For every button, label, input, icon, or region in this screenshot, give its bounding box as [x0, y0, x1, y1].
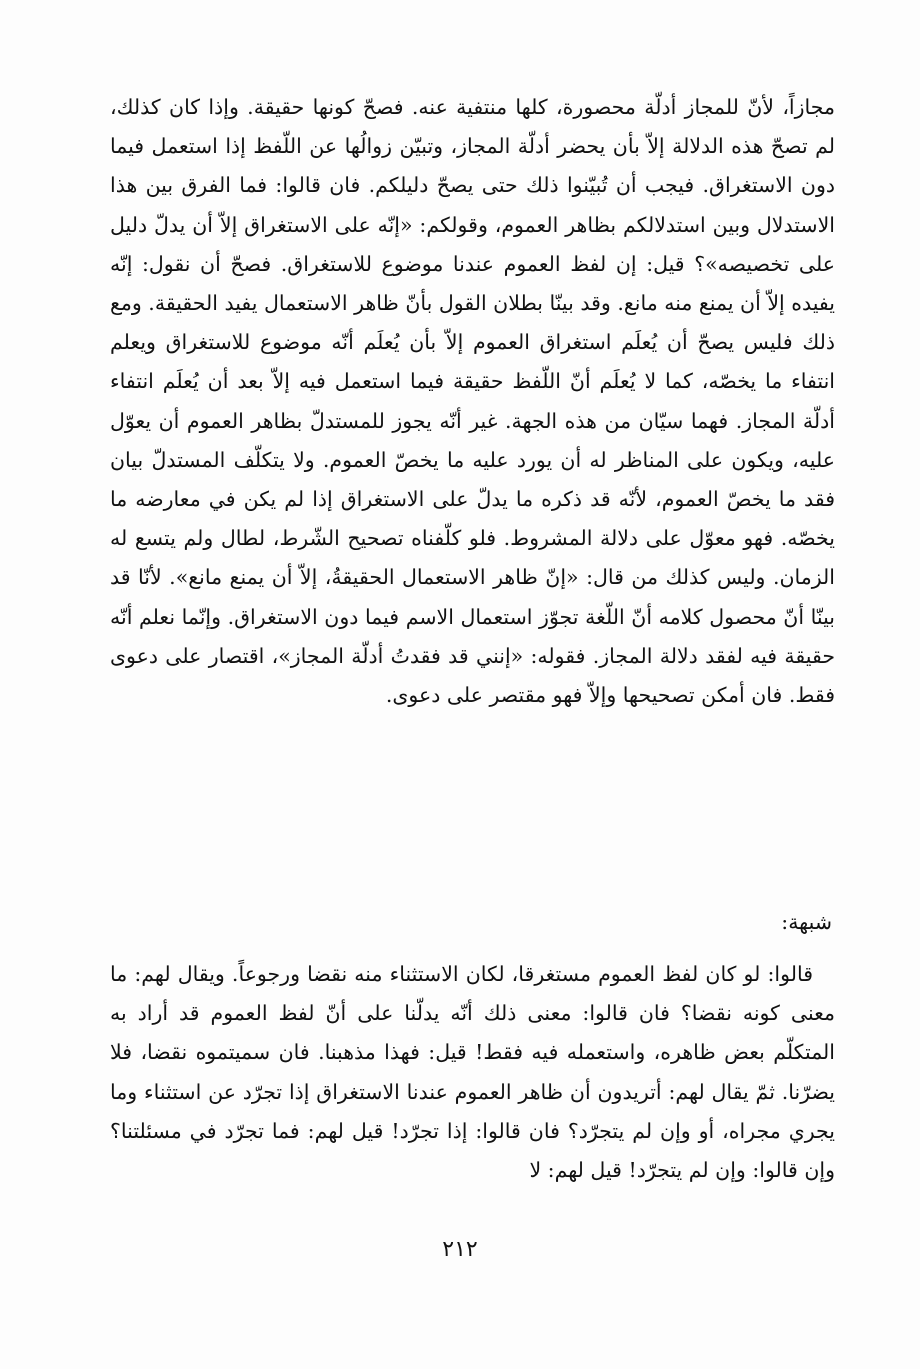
page-number: ٢١٢ [442, 1237, 478, 1262]
sub-paragraph: قالوا: لو كان لفظ العموم مستغرقا، لكان الاستثناء منه نقضا ورجوعاً. ويقال لهم: ما معنى كونه نقضا؟ فان قالوا: معنى ذلك أنّه يدلّنا على أنّ لفظ العموم قد أراد به المتكلّم بعض ظاهره، واستعمله فيه فقط! قيل: فهذا مذهبنا. فان سميتموه نقضا، فلا يضرّنا. ثمّ يقال لهم: أتريدون أن ظاهر العموم عندنا الاستغراق إذا تجرّد عن استثناء وما يجري مجراه، أو وإن لم يتجرّد؟ فان قالوا: إذا تجرّد! قيل لهم: فما تجرّد في مسئلتنا؟ وإن قالوا: وإن لم يتجرّد! قيل لهم: لا [110, 962, 835, 1183]
main-text-block [110, 88, 835, 715]
section-heading: شبهة: [781, 910, 832, 934]
sub-text-block [110, 955, 835, 1190]
main-paragraph: مجازاً، لأنّ للمجاز أدلّة محصورة، كلها منتفية عنه. فصحّ كونها حقيقة. وإذا كان كذلك، لم تصحّ هذه الدلالة إلاّ بأن يحضر أدلّة المجاز، وتبيّن زوالُها عن اللّفظ إذا استعمل فيما دون الاستغراق. فيجب أن تُبيّنوا ذلك حتى يصحّ دليلكم. فان قالوا: فما الفرق بين هذا الاستدلال وبين استدلالكم بظاهر العموم، وقولكم: «إنّه على الاستغراق إلاّ أن يدلّ دليل على تخصيصه»؟ قيل: إن لفظ العموم عندنا موضوع للاستغراق. فصحّ أن نقول: إنّه يفيده إلاّ أن يمنع منه مانع. وقد بينّا بطلان القول بأنّ ظاهر الاستعمال يفيد الحقيقة. ومع ذلك فليس يصحّ أن يُعلَم استغراق العموم إلاّ بأن يُعلَم أنّه موضوع للاستغراق ويعلم انتفاء ما يخصّه، كما لا يُعلَم أنّ اللّفظ حقيقة فيما استعمل فيه إلاّ بعد أن يُعلَم انتفاء أدلّة المجاز. فهما سيّان من هذه الجهة. غير أنّه يجوز للمستدلّ بظاهر العموم أن يعوّل عليه، ويكون على المناظر له أن يورد عليه ما يخصّ العموم. ولا يتكلّف المستدلّ بيان فقد ما يخصّ العموم، لأنّه قد ذكره ما يدلّ على الاستغراق إذا لم يكن في معارضه ما يخصّه. فهو معوّل على دلالة المشروط. فلو كلّفناه تصحيح الشّرط، لطال ولم يتسع له الزمان. وليس كذلك من قال: «إنّ ظاهر الاستعمال الحقيقةُ، إلاّ أن يمنع مانع». لأنّا قد بينّا أنّ محصول كلامه أنّ اللّغة تجوّز استعمال الاسم فيما دون الاستغراق. وإنّما نعلم أنّه حقيقة فيه لفقد دلالة المجاز. فقوله: «إنني قد فقدتُ أدلّة المجاز»، اقتصار على دعوى فقط. فان أمكن تصحيحها وإلاّ فهو مقتصر على دعوى. [110, 95, 835, 708]
